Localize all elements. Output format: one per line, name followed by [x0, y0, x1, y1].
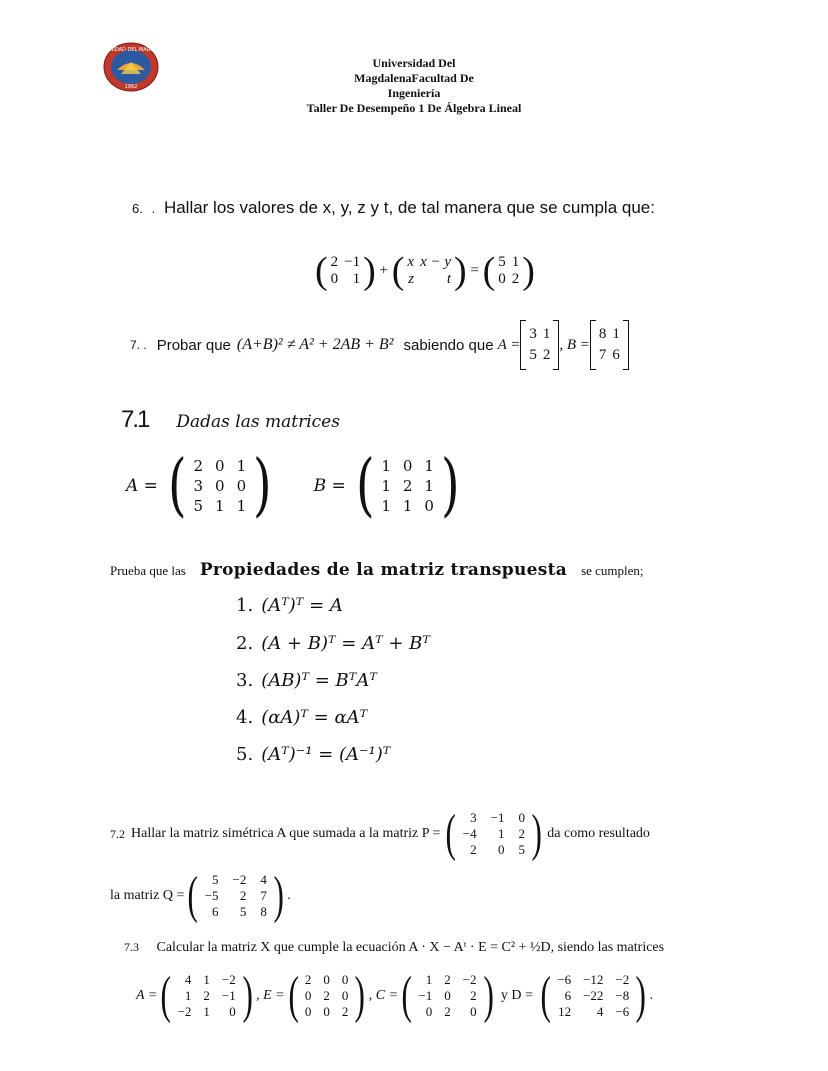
d-period: .	[649, 988, 654, 1003]
problem-7-1-number: 7.1	[121, 406, 149, 433]
header-line2: MagdalenaFacultad De	[354, 71, 474, 85]
property-3: 3. (AB)ᵀ = BᵀAᵀ	[236, 670, 377, 691]
p73-matrix-e: ( 2 0 0 0 2 0 0 0 2 )	[288, 967, 366, 1024]
header-line3: Ingeniería	[387, 86, 441, 100]
problem-6-statement	[132, 198, 655, 218]
se-cumplen-text: se cumplen;	[581, 563, 644, 578]
p73-matrix-c: ( 1 2 −2 −1 0 2 0 2 0 )	[401, 967, 494, 1024]
properties-intro	[110, 560, 644, 580]
problem-7-3-matrices	[136, 967, 654, 1024]
problem-7-2-matrix-q-line	[110, 867, 291, 924]
p6-matrix-1: ( 2 −1 0 1 )	[315, 250, 376, 292]
problem-7-1-matrices	[126, 446, 463, 525]
equals-sign: =	[470, 262, 479, 279]
problem-7-3-text: Calcular la matriz X que cumple la ecuación A · X − Aᵗ · E = C² + ½D, siendo las matrices	[156, 940, 665, 955]
problem-7-1-title: Dadas las matrices	[176, 412, 340, 432]
plus-sign: +	[379, 262, 388, 279]
p73-e-label: , E =	[256, 988, 285, 1003]
problem-7-1-heading	[121, 406, 340, 434]
problem-7-knowing: sabiendo que	[403, 336, 494, 354]
problem-7-2-statement	[110, 805, 650, 862]
p73-matrix-d: ( −6 −12 −2 6 −22 −8 12 4 −6 )	[540, 967, 647, 1024]
problem-7-2-result-text: da como resultado	[547, 826, 650, 841]
logo-ring-text: UNIVERSIDAD DEL MAGDALENA	[91, 47, 171, 53]
p71-matrix-b: ( 1 0 1 1 2 1 1 1 0 )	[355, 446, 460, 525]
problem-6-equation	[315, 252, 535, 290]
p71-a-label: A =	[126, 476, 158, 496]
p7-matrix-a: 3 1 5 2	[520, 320, 559, 370]
problem-7-3-number: 7.3	[124, 940, 139, 954]
problem-7-2-text: Hallar la matriz simétrica A que sumada a la matriz P =	[131, 826, 441, 841]
property-1: 1. (Aᵀ)ᵀ = A	[236, 595, 343, 616]
p6-matrix-3: ( 5 1 0 2 )	[482, 250, 535, 292]
q-text: la matriz Q =	[110, 888, 185, 903]
problem-6-number: 6.	[132, 201, 143, 216]
problem-7-formula: (A+B)² ≠ A² + 2AB + B²	[236, 336, 394, 353]
problem-6-text: Hallar los valores de x, y, z y t, de tal manera que se cumpla que:	[163, 198, 655, 217]
problem-7-number: 7. .	[130, 338, 147, 352]
logo-year-text: 1962	[124, 84, 138, 90]
document-header	[0, 56, 828, 116]
properties-title: Propiedades de la matriz transpuesta	[199, 560, 568, 580]
problem-7-text: Probar que	[156, 336, 231, 354]
property-5: 5. (Aᵀ)⁻¹ = (A⁻¹)ᵀ	[236, 744, 391, 765]
p7-matrix-b: 8 1 7 6	[590, 320, 629, 370]
p72-matrix-p: ( 3 −1 0 −4 1 2 2 0 5 )	[445, 805, 542, 862]
p73-d-label: y D =	[500, 988, 533, 1003]
p73-a-label: A =	[136, 988, 158, 1003]
p6-matrix-2: ( x x − y z t )	[391, 250, 467, 292]
p7-a-label: A =	[497, 336, 521, 353]
property-2: 2. (A + B)ᵀ = Aᵀ + Bᵀ	[236, 633, 430, 654]
p73-matrix-a: ( 4 1 −2 1 2 −1 −2 1 0 )	[160, 967, 253, 1024]
header-line1: Universidad Del	[372, 56, 456, 70]
p72-matrix-q: ( 5 −2 4 −5 2 7 6 5 8 )	[187, 867, 284, 924]
q-period: .	[287, 888, 291, 903]
property-4: 4. (αA)ᵀ = αAᵀ	[236, 707, 368, 728]
p71-matrix-a: ( 2 0 1 3 0 0 5 1 1 )	[167, 446, 272, 525]
p7-b-label: , B =	[559, 336, 590, 353]
problem-6-dot: .	[151, 201, 156, 216]
problem-7-3-statement	[124, 940, 664, 956]
problem-7-2-number: 7.2	[110, 826, 125, 841]
p73-c-label: , C =	[368, 988, 399, 1003]
header-line4: Taller De Desempeño 1 De Álgebra Lineal	[306, 101, 522, 115]
problem-7-statement	[130, 320, 629, 370]
prueba-text: Prueba que las	[110, 563, 186, 578]
p71-b-label: B =	[313, 476, 346, 496]
